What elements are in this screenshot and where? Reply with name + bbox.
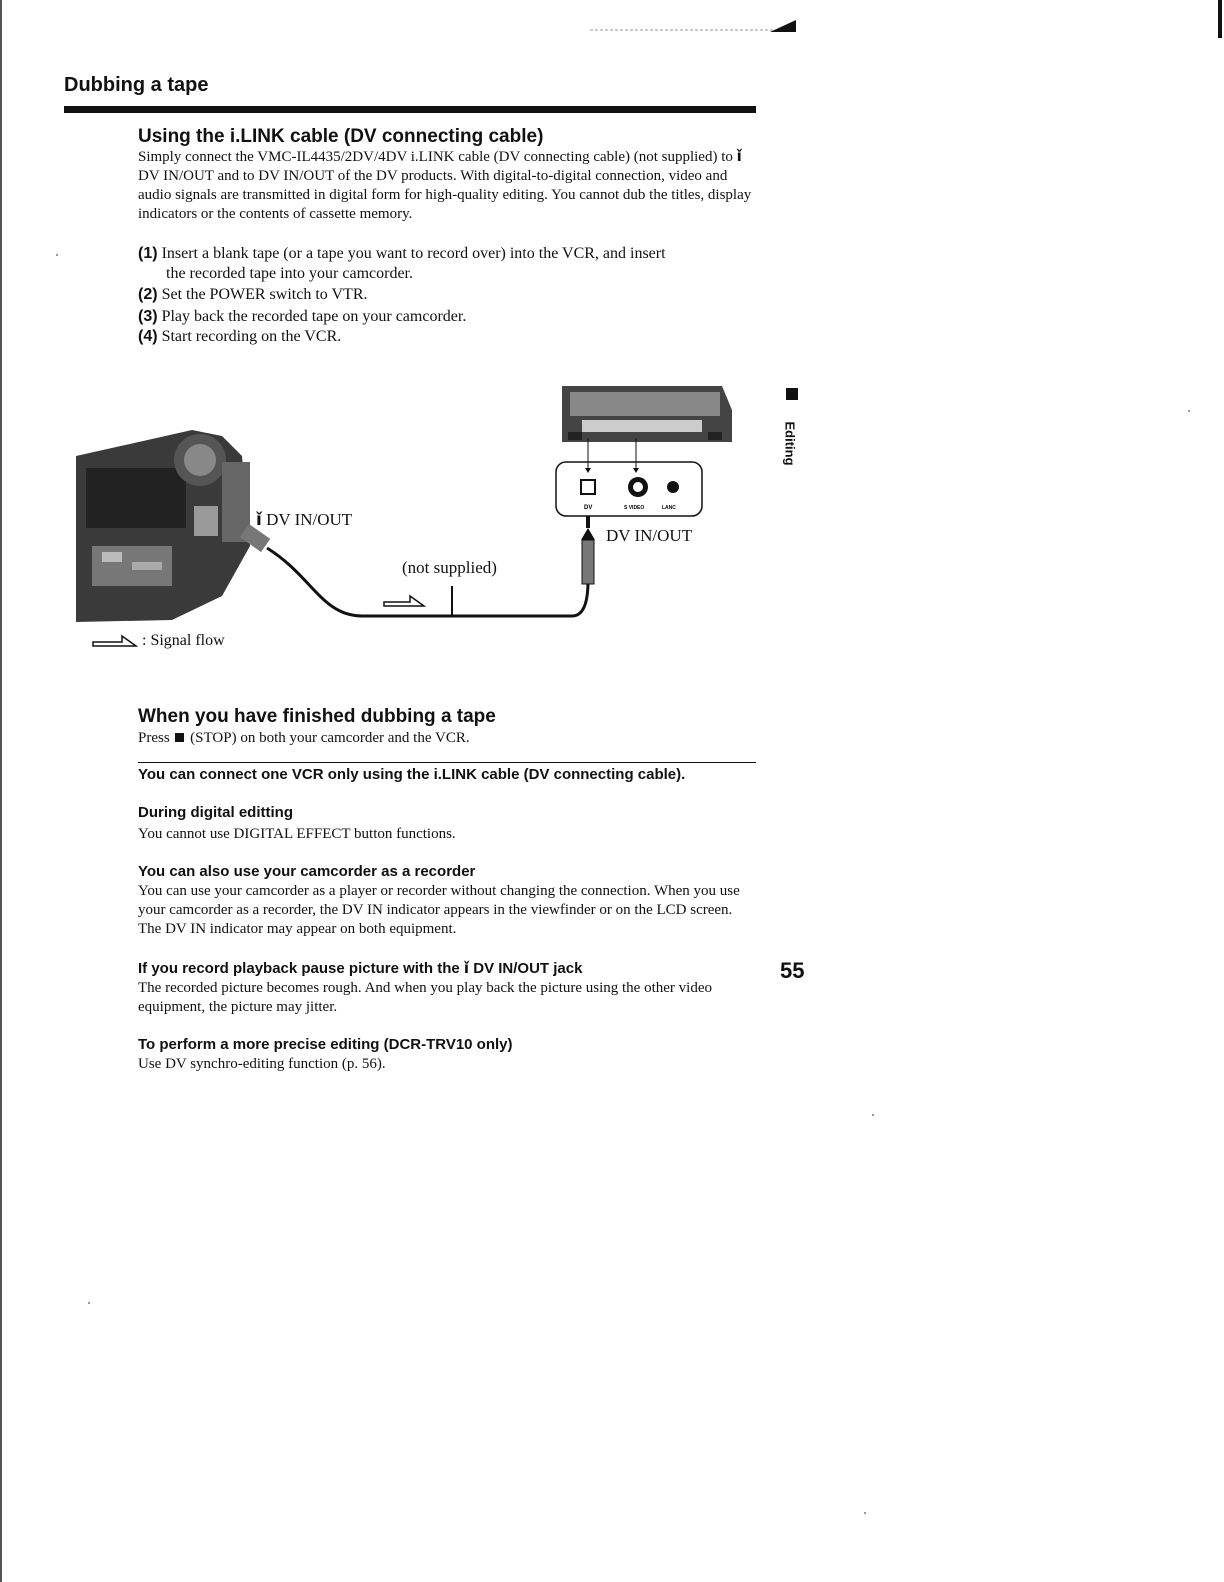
finished-dubbing-heading: When you have finished dubbing a tape [138, 706, 496, 727]
note-text-pause-picture: The recorded picture becomes rough. And when you play back the picture using the other video equipment, the picture may jitter. [138, 980, 712, 1015]
signal-flow-legend: : Signal flow [92, 632, 225, 650]
step-1 [138, 244, 760, 284]
step-number: (2) [138, 286, 158, 303]
connection-diagram [72, 376, 732, 636]
note-connect-one-vcr: You can connect one VCR only using the i.LINK cable (DV connecting cable). [138, 766, 686, 783]
step-4 [138, 327, 760, 347]
scan-speck [864, 1512, 866, 1514]
step-number: (4) [138, 328, 158, 345]
step-text-continued: the recorded tape into your camcorder. [166, 265, 413, 282]
step-text: Play back the recorded tape on your camcorder. [161, 308, 467, 325]
using-ilink-heading: Using the i.LINK cable (DV connecting cable) [138, 126, 544, 147]
step-2 [138, 285, 760, 305]
intro-text-a: Simply connect the VMC-IL4435/2DV/4DV i.LINK cable (DV connecting cable) (not supplied) to [138, 149, 733, 165]
scan-speck [88, 1302, 90, 1304]
step-text: Set the POWER switch to VTR. [161, 286, 368, 303]
vcr-port-label: DV IN/OUT [606, 526, 693, 545]
signal-flow-legend-icon [92, 634, 138, 648]
ilink-icon: ǐ [736, 147, 742, 165]
ilink-icon: ǐ [463, 959, 470, 977]
cable-note-label: (not supplied) [402, 558, 497, 577]
note-heading-pause-picture: If you record playback pause picture with the ǐ DV IN/OUT jack [138, 959, 583, 977]
side-tab-label: Editing [782, 421, 798, 466]
step-number: (1) [138, 245, 158, 262]
note-text-precise-editing: Use DV synchro-editing function (p. 56). [138, 1056, 386, 1072]
scan-mark [590, 18, 800, 38]
ilink-icon: ǐ [256, 510, 262, 530]
intro-text-b: DV IN/OUT and to DV IN/OUT of the DV products. With digital-to-digital connection, video and audio signals are transmitted in digital form for high-quality editing. You cannot dub the titles, display indicators or the contents of cassette memory. [138, 168, 752, 222]
note-heading-digital-editing: During digital editting [138, 804, 293, 821]
scan-speck [872, 1114, 874, 1116]
stop-instruction: Press (STOP) on both your camcorder and the VCR. [138, 730, 470, 746]
camcorder-illustration [76, 430, 250, 622]
panel-label-lanc: LANC [662, 505, 676, 511]
panel-label-dv: DV [584, 505, 593, 511]
scan-edge-left [0, 0, 2, 1582]
camcorder-port-label: ǐ DV IN/OUT [256, 510, 353, 530]
scan-speck [56, 254, 58, 256]
side-tab-marker [786, 388, 798, 400]
vcr-illustration [562, 386, 732, 442]
step-number: (3) [138, 308, 158, 325]
panel-label-svideo: S VIDEO [624, 505, 645, 511]
scan-edge-right [1218, 0, 1222, 38]
vcr-jack-panel [556, 438, 702, 516]
note-text-recorder: You can use your camcorder as a player or recorder without changing the connection. When you use your camcorder as a recorder, the DV IN indicator appears in the viewfinder or on the LCD screen. The DV IN indicator may appear on both equipment. [138, 883, 740, 937]
notes-divider [138, 762, 756, 763]
step-3 [138, 307, 760, 327]
scan-speck [1188, 410, 1190, 412]
page-number: 55 [780, 958, 805, 983]
intro-paragraph [138, 147, 756, 224]
stop-icon [175, 733, 184, 742]
note-heading-precise-editing: To perform a more precise editing (DCR-TRV10 only) [138, 1036, 513, 1053]
note-heading-recorder: You can also use your camcorder as a recorder [138, 863, 476, 880]
title-rule [64, 106, 756, 113]
step-text: Start recording on the VCR. [161, 328, 342, 345]
step-text: Insert a blank tape (or a tape you want to record over) into the VCR, and insert [161, 245, 666, 262]
section-title: Dubbing a tape [64, 74, 209, 96]
signal-flow-arrow [384, 596, 424, 606]
note-text-digital-editing: You cannot use DIGITAL EFFECT button functions. [138, 826, 456, 842]
